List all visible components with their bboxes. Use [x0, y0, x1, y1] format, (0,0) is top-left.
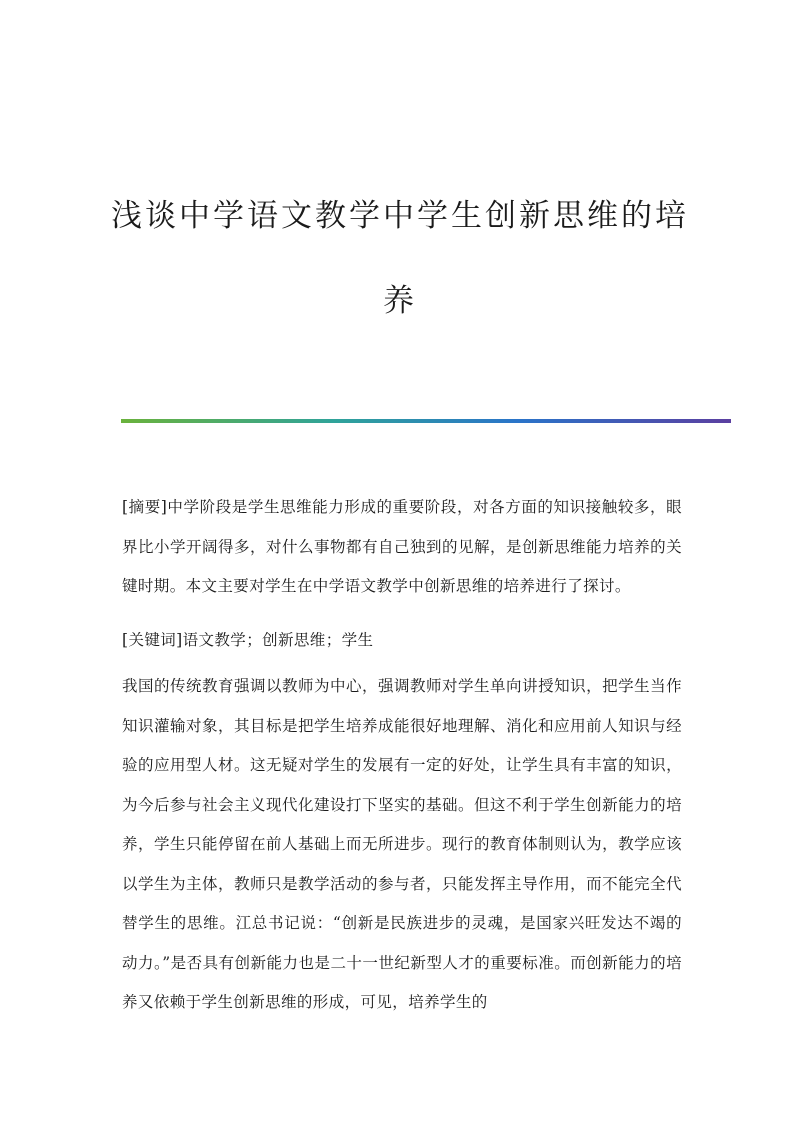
abstract-paragraph: [摘要]中学阶段是学生思维能力形成的重要阶段，对各方面的知识接触较多，眼界比小学开阔得多，对什么事物都有自己独到的见解，是创新思维能力培养的关键时期。本文主要对学生在中学语文教学中创新思维的培养进行了探讨。 [122, 498, 682, 595]
body-paragraph: 我国的传统教育强调以教师为中心，强调教师对学生单向讲授知识，把学生当作知识灌输对象，其目标是把学生培养成能很好地理解、消化和应用前人知识与经验的应用型人材。这无疑对学生的发展有一定的好处，让学生具有丰富的知识，为今后参与社会主义现代化建设打下坚实的基础。但这不利于学生创新能力的培养，学生只能停留在前人基础上而无所进步。现行的教育体制则认为，教学应该以学生为主体，教师只是教学活动的参与者，只能发挥主导作用，而不能完全代替学生的思维。江总书记说：“创新是民族进步的灵魂，是国家兴旺发达不竭的动力。”是否具有创新能力也是二十一世纪新型人才的重要标准。而创新能力的培养又依赖于学生创新思维的形成，可见，培养学生的 [122, 677, 682, 1011]
page-title-line-2: 养 [383, 283, 417, 319]
keywords-paragraph: [关键词]语文教学；创新思维；学生 [122, 631, 374, 649]
page-title-line-1: 浅谈中学语文教学中学生创新思维的培 [111, 198, 689, 234]
title-divider [121, 419, 731, 423]
